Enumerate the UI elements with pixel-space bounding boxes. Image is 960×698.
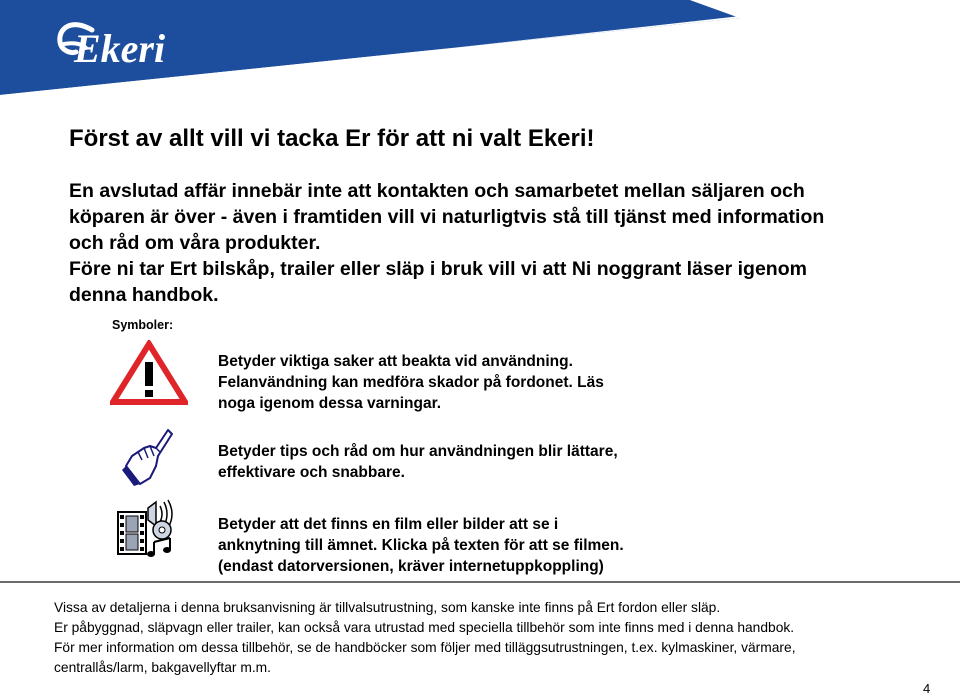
- symbol-text-line[interactable]: anknytning till ämnet. Klicka på texten för att se filmen.: [218, 537, 624, 554]
- symbol-text-line: Felanvändning kan medföra skador på fordonet. Läs: [218, 374, 604, 391]
- intro-line: Före ni tar Ert bilskåp, trailer eller släp i bruk vill vi att Ni noggrant läser igenom: [69, 258, 807, 280]
- symbol-tip-description: [218, 441, 618, 483]
- symbol-text-line[interactable]: (endast datorversionen, kräver internetuppkoppling): [218, 558, 604, 575]
- logo-text: Ekeri: [74, 26, 166, 71]
- page-number: 4: [923, 681, 931, 696]
- intro-line: En avslutad affär innebär inte att kontakten och samarbetet mellan säljaren och: [69, 180, 805, 202]
- footer-line: För mer information om dessa tillbehör, se de handböcker som följer med tilläggsutrustningen, t.ex. kylmaskiner, värmare,: [54, 640, 796, 655]
- page-title: Först av allt vill vi tacka Er för att ni valt Ekeri!: [69, 125, 595, 152]
- ekeri-logo-mark: [52, 14, 182, 76]
- symbols-heading: Symboler:: [112, 318, 174, 332]
- footer-divider: [0, 581, 960, 583]
- symbol-text-line: noga igenom dessa varningar.: [218, 395, 442, 412]
- symbol-warning-description: [218, 351, 604, 414]
- footer-notes: [54, 598, 934, 678]
- intro-line: köparen är över - även i framtiden vill vi naturligtvis stå till tjänst med information: [69, 206, 825, 228]
- symbol-film-description[interactable]: [218, 514, 624, 577]
- symbol-text-line: Betyder tips och råd om hur användningen blir lättare,: [218, 443, 618, 460]
- symbol-text-line[interactable]: Betyder att det finns en film eller bilder att se i: [218, 516, 559, 533]
- symbol-text-line: Betyder viktiga saker att beakta vid användning.: [218, 353, 573, 370]
- ekeri-logo: [52, 14, 182, 76]
- warning-triangle-icon: [110, 340, 188, 406]
- symbol-text-line: effektivare och snabbare.: [218, 464, 405, 481]
- footer-line: Er påbyggnad, släpvagn eller trailer, kan också vara utrustad med speciella tillbehör som inte finns med i denna handbok.: [54, 620, 795, 635]
- footer-line: Vissa av detaljerna i denna bruksanvisning är tillvalsutrustning, som kanske inte finns på Ert fordon eller släp.: [54, 600, 721, 615]
- intro-line: och råd om våra produkter.: [69, 232, 321, 254]
- pointing-hand-icon: [120, 426, 176, 488]
- footer-line: centrallås/larm, bakgavellyftar m.m.: [54, 660, 271, 675]
- intro-line: denna handbok.: [69, 284, 219, 306]
- intro-paragraph: [69, 178, 939, 308]
- multimedia-film-icon: [116, 498, 186, 558]
